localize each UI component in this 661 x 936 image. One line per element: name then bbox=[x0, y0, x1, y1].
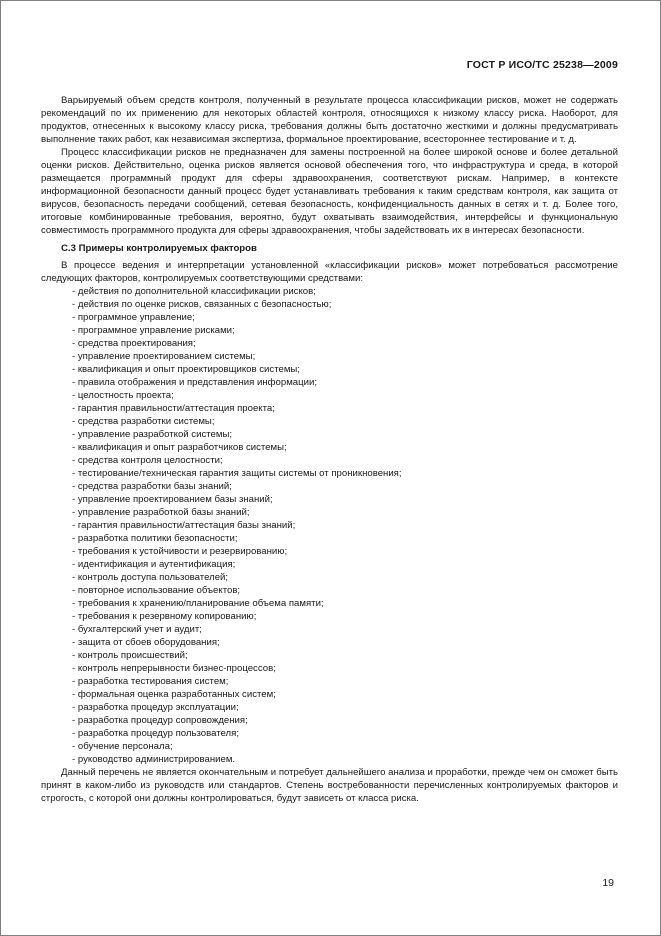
list-item: - разработка процедур сопровождения; bbox=[72, 715, 248, 726]
list-item: - повторное использование объектов; bbox=[72, 585, 241, 596]
list-item: - требования к резервному копированию; bbox=[72, 611, 257, 622]
list-item: - средства разработки базы знаний; bbox=[72, 481, 232, 492]
list-item: - программное управление; bbox=[72, 312, 195, 323]
list-item: - управление разработкой системы; bbox=[72, 429, 233, 440]
list-item: - квалификация и опыт проектировщиков системы; bbox=[72, 364, 300, 375]
list-item: - бухгалтерский учет и аудит; bbox=[72, 624, 202, 635]
list-item: - управление проектированием системы; bbox=[72, 351, 256, 362]
list-item: - формальная оценка разработанных систем; bbox=[72, 689, 276, 700]
doc-code: ГОСТ Р ИСО/ТС 25238—2009 bbox=[466, 59, 618, 71]
list-item: - разработка процедур эксплуатации; bbox=[72, 702, 239, 713]
list-item: - действия по дополнительной классификации рисков; bbox=[72, 286, 316, 297]
list-item: - разработка политики безопасности; bbox=[72, 533, 238, 544]
list-item: - управление разработкой базы знаний; bbox=[72, 507, 250, 518]
list-item: - программное управление рисками; bbox=[72, 325, 235, 336]
list-item: - идентификация и аутентификация; bbox=[72, 559, 236, 570]
list-item: - гарантия правильности/аттестация базы знаний; bbox=[72, 520, 296, 531]
list-item: - разработка процедур пользователя; bbox=[72, 728, 239, 739]
document-body bbox=[41, 94, 618, 805]
list-item: - гарантия правильности/аттестация проекта; bbox=[72, 403, 275, 414]
closing-paragraph: Данный перечень не является окончательным и потребует дальнейшего анализа и проработки, прежде чем он сможет быть принят в каком-либо из руководств или стандартов. Степень востребованности перечисленных контролируемых факторов и строгость, с которой они должны контролироваться, будут зависеть от класса риска. bbox=[41, 767, 618, 804]
list-item: - защита от сбоев оборудования; bbox=[72, 637, 220, 648]
paragraph-intro-1: Варьируемый объем средств контроля, полученный в результате процесса классификации рисков, может не содержать рекомендаций по их применению для некоторых областей контроля, относящихся к низкому классу риска. Наоборот, для продуктов, отнесенных к высокому классу риска, требования должны быть достаточно жесткими и должны предусматривать выполнение таких работ, как независимая экспертиза, формальное проектирование, всестороннее тестирование и т. д. bbox=[41, 95, 618, 145]
list-item: - требования к устойчивости и резервированию; bbox=[72, 546, 288, 557]
page-number: 19 bbox=[602, 877, 614, 889]
list-item: - руководство администрированием. bbox=[72, 754, 236, 765]
list-item: - контроль непрерывности бизнес-процессов; bbox=[72, 663, 276, 674]
list-item: - контроль происшествий; bbox=[72, 650, 188, 661]
list-item: - контроль доступа пользователей; bbox=[72, 572, 229, 583]
list-item: - разработка тестирования систем; bbox=[72, 676, 229, 687]
list-item: - управление проектированием базы знаний; bbox=[72, 494, 273, 505]
list-item: - обучение персонала; bbox=[72, 741, 173, 752]
list-item: - целостность проекта; bbox=[72, 390, 174, 401]
list-item: - средства разработки системы; bbox=[72, 416, 215, 427]
list-item: - действия по оценке рисков, связанных с безопасностью; bbox=[72, 299, 332, 310]
list-item: - средства проектирования; bbox=[72, 338, 196, 349]
section-heading: С.3 Примеры контролируемых факторов bbox=[61, 243, 257, 254]
list-item: - тестирование/техническая гарантия защиты системы от проникновения; bbox=[72, 468, 402, 479]
controlled-factors-list bbox=[41, 285, 618, 766]
section-intro-paragraph: В процессе ведения и интерпретации установленной «классификации рисков» может потребоваться рассмотрение следующих факторов, контролируемых соответствующими средствами: bbox=[41, 260, 618, 284]
list-item: - средства контроля целостности; bbox=[72, 455, 223, 466]
list-item: - квалификация и опыт разработчиков системы; bbox=[72, 442, 287, 453]
paragraph-intro-2: Процесс классификации рисков не предназначен для замены построенной на более широкой основе и более детальной оценки рисков. Действительно, оценка рисков является основой обеспечения того, что инфраструктура и среда, в которой размещается программный продукт для сферы здравоохранения, соответствуют рискам. Например, в контексте информационной безопасности данный процесс будет устанавливать требования к таким средствам контроля, как защита от вирусов, безопасность передачи сообщений, сетевая безопасность, конфиденциальность данных в сетях и т. д. Более того, итоговые комбинированные требования, вероятно, будут охватывать взаимодействия, интерфейсы и функциональную совместимость программного продукта для сферы здравоохранения, чтобы задействовать их в интересах безопасности. bbox=[41, 147, 618, 236]
document-header bbox=[41, 59, 618, 72]
list-item: - требования к хранению/планирование объема памяти; bbox=[72, 598, 324, 609]
list-item: - правила отображения и представления информации; bbox=[72, 377, 318, 388]
